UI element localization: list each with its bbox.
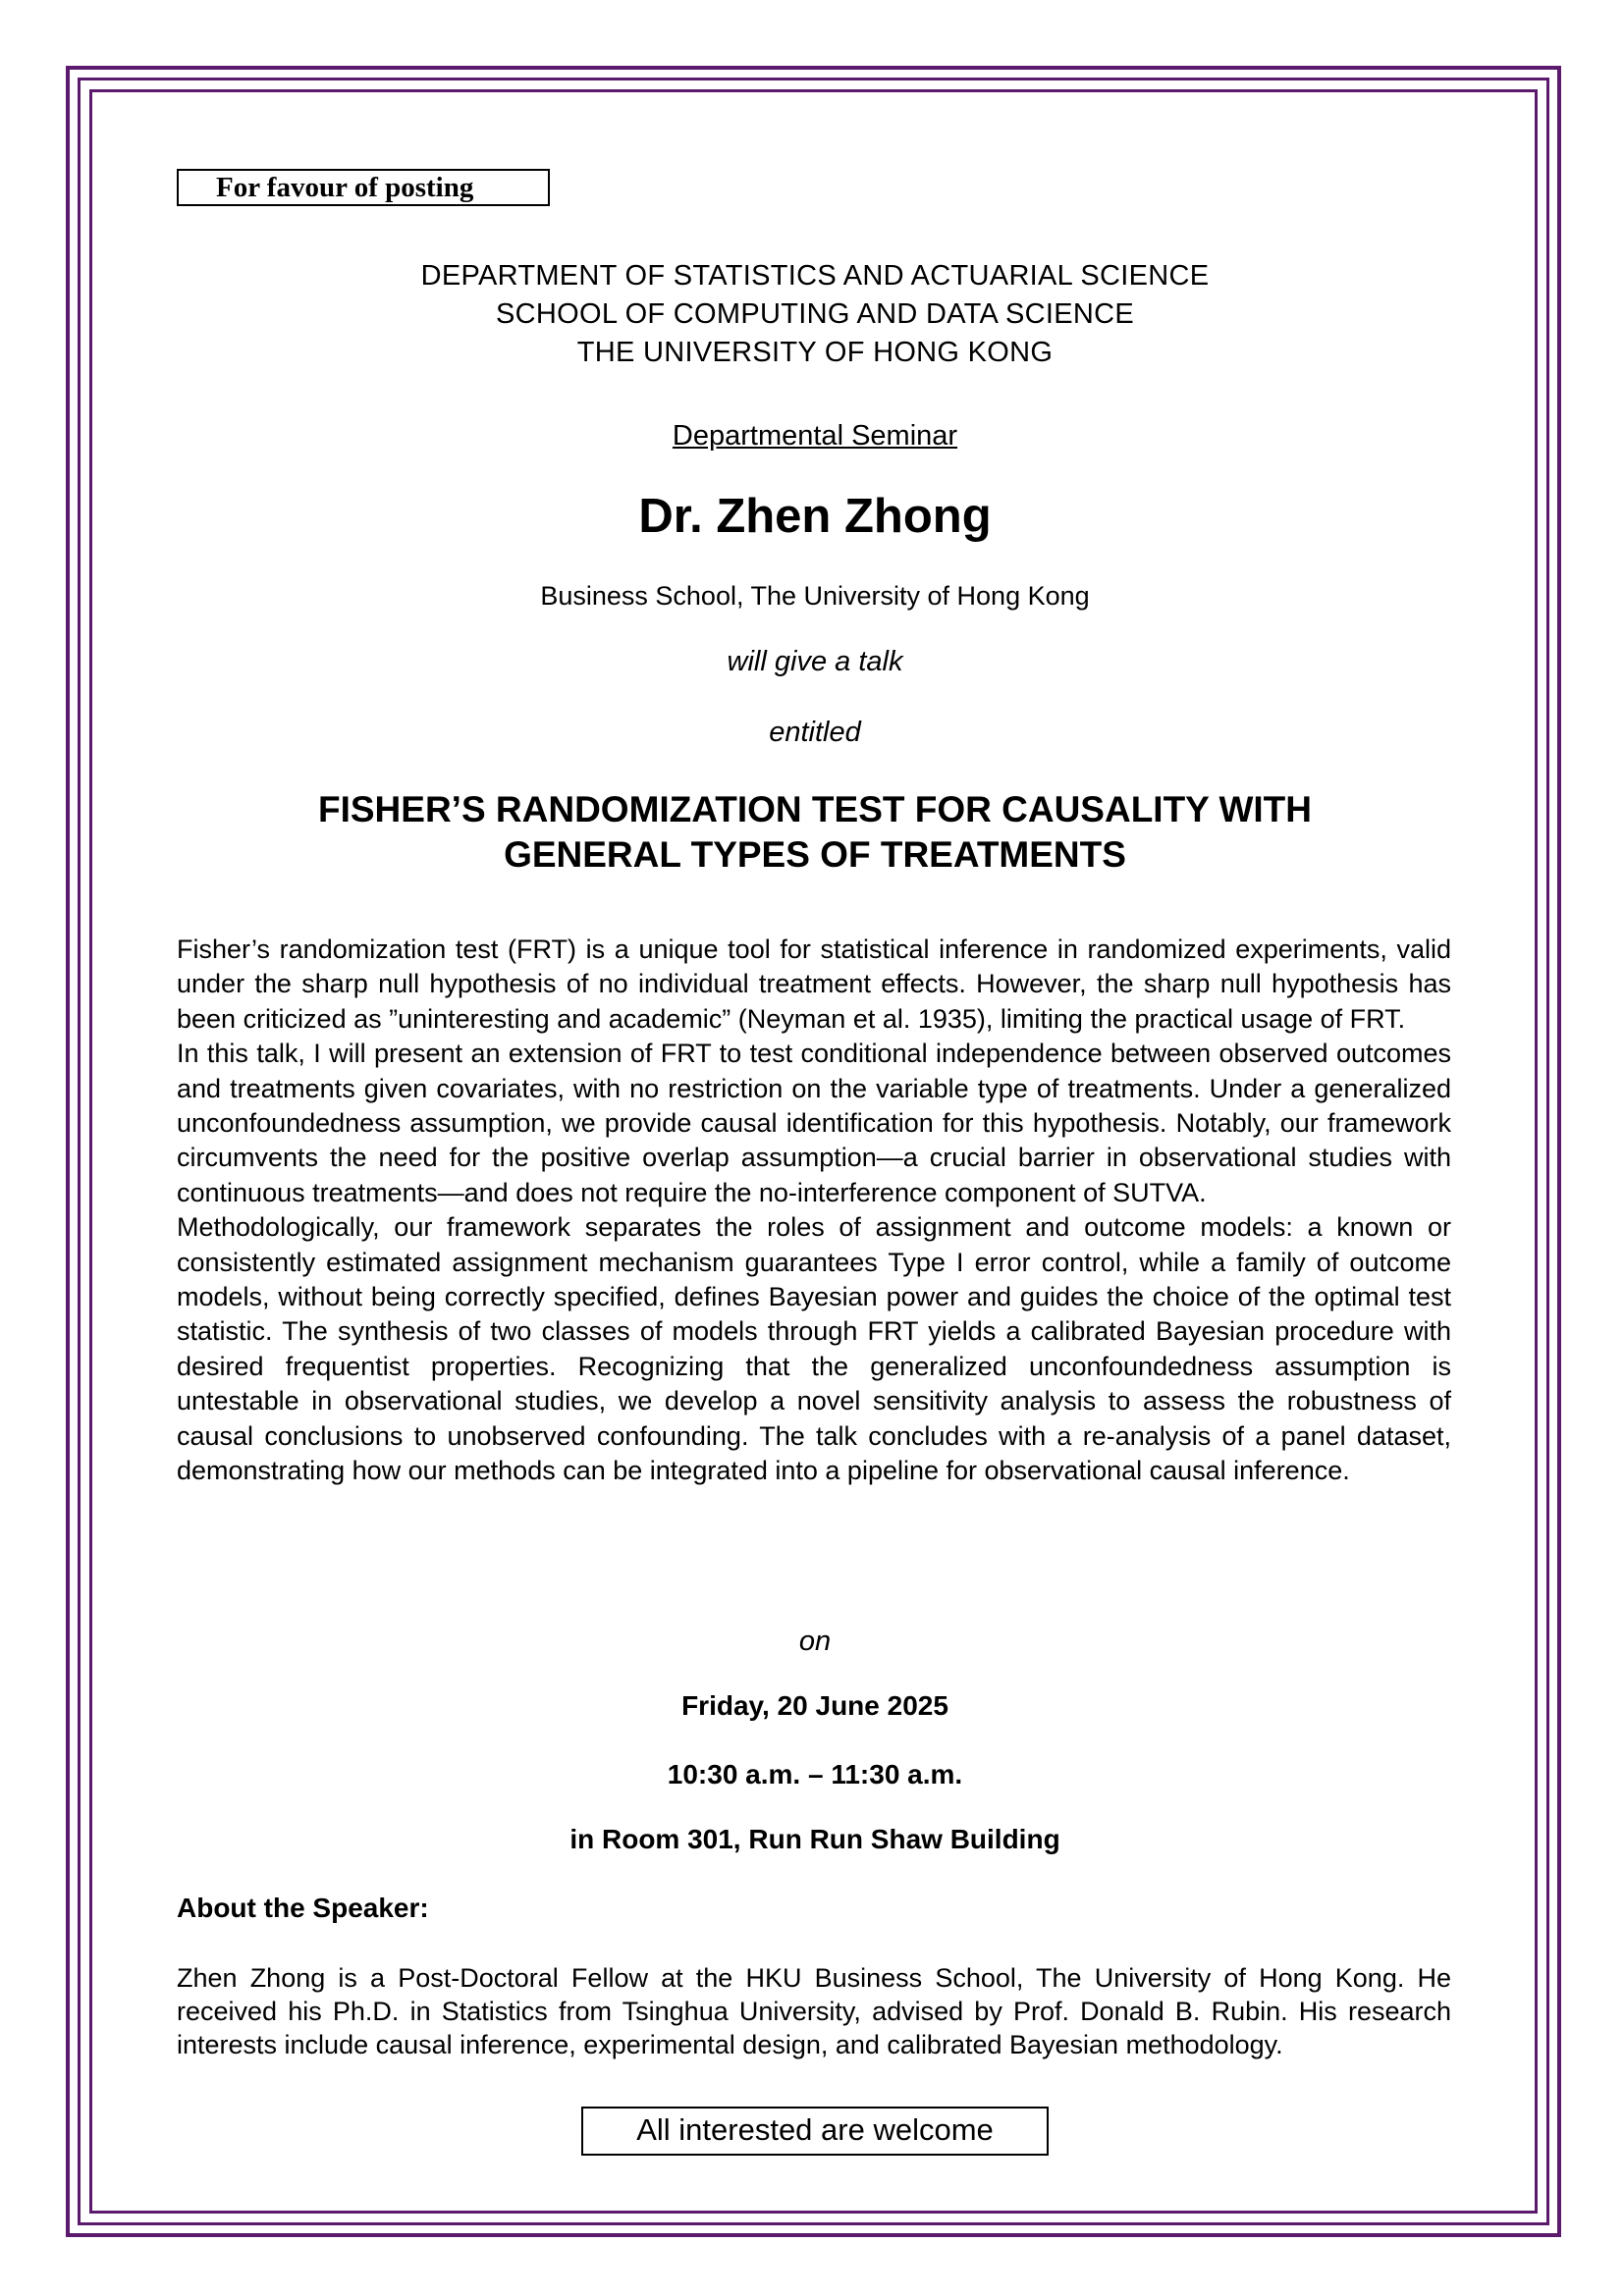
speaker-bio: Zhen Zhong is a Post-Doctoral Fellow at the HKU Business School, The University of Hong Kong. He received his Ph.D. in Statistics from Tsinghua University, advised by Prof. Donald B. Rubin. His research interests include causal inference, experimental design, and calibrated Bayesian methodology. (177, 1963, 1451, 2059)
abstract-paragraph: Fisher’s randomization test (FRT) is a unique tool for statistical inference in randomized experiments, valid under the sharp null hypothesis of no individual treatment effects. However, the sharp null hypothesis has been criticized as ”uninteresting and academic” (Neyman et al. 1935), limiting the practical usage of FRT. (177, 934, 1451, 1034)
talk-title-line: FISHER’S RANDOMIZATION TEST FOR CAUSALITY WITH (318, 789, 1312, 829)
abstract-paragraph: Methodologically, our framework separates the roles of assignment and outcome models: a known or consistently estimated assignment mechanism guarantees Type I error control, while a family of outcome models, without being correctly specified, defines Bayesian power and guides the choice of the optimal test statistic. The synthesis of two classes of models through FRT yields a calibrated Bayesian procedure with desired frequentist properties. Recognizing that the generalized unconfoundedness assumption is untestable in observational studies, we develop a novel sensitivity analysis to assess the robustness of causal conclusions to unobserved confounding. The talk concludes with a re-analysis of a panel dataset, demonstrating how our methods can be integrated into a pipeline for observational causal inference. (177, 1212, 1451, 1486)
welcome-text: All interested are welcome (636, 2112, 994, 2147)
talk-title (177, 787, 1453, 878)
on-label: on (798, 1626, 832, 1657)
department-line: DEPARTMENT OF STATISTICS AND ACTUARIAL SCIENCE (420, 260, 1210, 292)
seminar-type: Departmental Seminar (672, 420, 958, 452)
speaker-affiliation: Business School, The University of Hong Kong (540, 581, 1090, 611)
university-line: THE UNIVERSITY OF HONG KONG (576, 337, 1054, 368)
talk-title-line: GENERAL TYPES OF TREATMENTS (504, 834, 1126, 875)
event-date: Friday, 20 June 2025 (681, 1690, 948, 1721)
about-speaker-heading: About the Speaker: (177, 1893, 429, 1923)
event-time: 10:30 a.m. – 11:30 a.m. (667, 1759, 963, 1789)
speaker-name: Dr. Zhen Zhong (638, 490, 992, 543)
school-line: SCHOOL OF COMPUTING AND DATA SCIENCE (496, 298, 1134, 330)
posting-label: For favour of posting (216, 172, 474, 203)
abstract-paragraph: In this talk, I will present an extension of FRT to test conditional independence between observed outcomes and treatments given covariates, with no restriction on the variable type of treatments. Under a generalized unconfoundedness assumption, we provide causal identification for this hypothesis. Notably, our framework circumvents the need for the positive overlap assumption—a crucial barrier in observational studies with continuous treatments—and does not require the no-interference component of SUTVA. (177, 1039, 1451, 1207)
entitled-text: entitled (769, 717, 861, 748)
abstract (177, 933, 1451, 1489)
department-header (177, 257, 1453, 372)
welcome-box (581, 2107, 1049, 2156)
event-venue: in Room 301, Run Run Shaw Building (569, 1824, 1060, 1854)
intro-text: will give a talk (727, 646, 903, 677)
posting-label-box (177, 169, 550, 206)
